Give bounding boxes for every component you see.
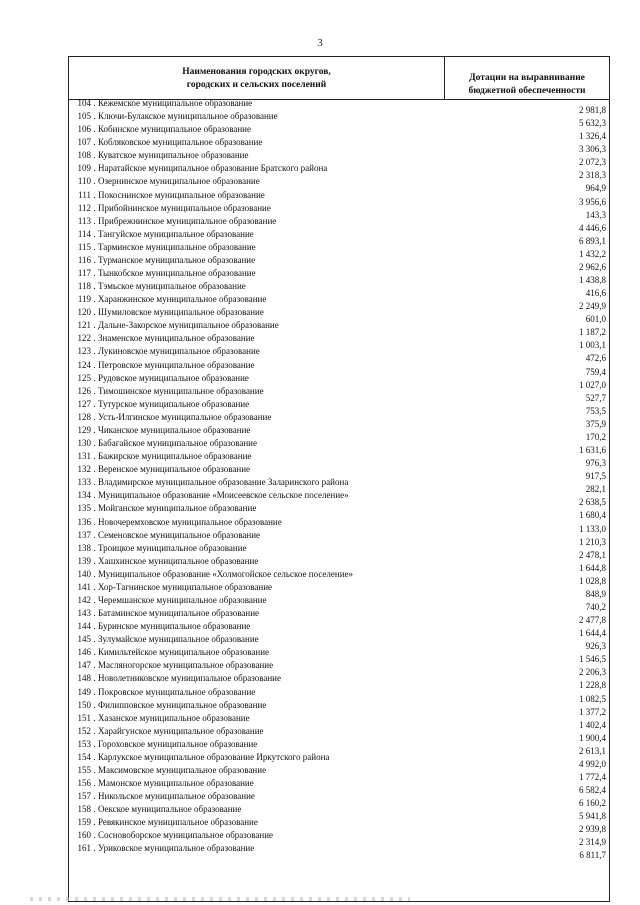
row-number: 107 [77,137,91,148]
row-number: 159 [77,817,91,828]
row-number: 131 [77,451,91,462]
row-number-dot: . [93,98,96,108]
row-label [69,556,258,566]
row-number: 145 [77,634,91,645]
row-label [69,137,262,147]
row-number: 150 [77,699,91,710]
row-number: 156 [77,778,91,789]
row-number: 109 [77,163,91,174]
row-number: 133 [77,477,91,488]
row-number-dot: . [93,791,96,802]
row-number-dot: . [93,608,96,619]
row-label [69,150,248,160]
subsidy-amount: 1 546,5 [579,654,606,665]
row-number-dot: . [93,294,96,305]
row-number-dot: . [93,581,96,592]
subsidy-amount: 2 981,8 [579,105,606,115]
municipality-name: Хазанское муниципальное образование [98,712,250,723]
subsidy-amount: 1 326,4 [579,131,606,142]
subsidy-amount: 6 582,4 [579,785,606,796]
municipality-name: Мойганское муниципальное образование [98,503,257,514]
row-label [69,543,247,553]
row-label [69,451,251,461]
row-number-dot: . [93,215,96,226]
row-label [69,346,260,356]
row-number-dot: . [93,673,96,684]
row-number: 105 [77,111,91,122]
municipality-name: Троицкое муниципальное образование [98,542,247,553]
municipality-name: Дальне-Закорское муниципальное образование [98,320,279,331]
subsidy-amount: 2 314,9 [579,837,606,848]
row-number: 106 [77,124,91,135]
row-number: 124 [77,359,91,370]
row-number-dot: . [93,686,96,697]
subsidy-amount: 527,7 [585,392,606,403]
subsidy-amount: 3 956,6 [579,196,606,207]
subsidy-amount: 1 631,6 [579,445,606,456]
municipality-name: Ревякинское муниципальное образование [98,817,258,828]
row-number-dot: . [93,725,96,736]
row-number: 130 [77,438,91,449]
subsidy-amount: 2 318,3 [579,170,606,181]
row-label [69,124,251,134]
row-number-dot: . [93,634,96,645]
row-number-dot: . [93,804,96,815]
municipality-name: Муниципальное образование «Моисеевское сельское поселение» [98,490,349,501]
subsidy-amount: 2 477,8 [579,615,606,626]
row-number-dot: . [93,438,96,449]
row-label [69,713,250,723]
row-number: 126 [77,385,91,396]
row-label [69,229,254,239]
municipality-name: Уриковское муниципальное образование [98,843,255,854]
subsidy-amount: 740,2 [585,601,606,612]
subsidy-amount: 5 632,3 [579,118,606,129]
municipality-name: Покровское муниципальное образование [98,686,256,697]
municipality-name: Тангуйское муниципальное образование [98,228,254,239]
subsidy-amount: 1 377,2 [579,706,606,717]
row-label [69,216,276,226]
row-number: 135 [77,503,91,514]
row-number-dot: . [93,346,96,357]
row-label [69,268,256,278]
row-number: 154 [77,751,91,762]
row-number-dot: . [93,660,96,671]
municipality-name: Покоснинское муниципальное образование [98,189,265,200]
subsidy-amount: 964,9 [585,183,606,194]
row-number-dot: . [93,176,96,187]
subsidy-amount: 2 613,1 [579,745,606,756]
row-number: 119 [77,294,91,305]
subsidy-amount: 4 992,0 [579,758,606,769]
row-label [69,399,249,409]
row-number: 110 [77,176,91,187]
row-number: 161 [77,843,91,854]
row-number-dot: . [93,712,96,723]
row-label [69,569,353,579]
row-label [69,700,266,710]
row-number: 117 [77,268,91,279]
row-number-dot: . [93,451,96,462]
row-number: 115 [77,241,91,252]
row-label [69,634,259,644]
row-number-dot: . [93,424,96,435]
row-label [69,190,265,200]
row-label [69,791,255,801]
row-number: 139 [77,555,91,566]
row-label [69,464,250,474]
subsidy-amount: 1 438,8 [579,275,606,286]
municipality-name: Тэмьское муниципальное образование [98,281,246,292]
subsidy-amount: 282,1 [585,484,606,495]
row-number: 153 [77,738,91,749]
row-number-dot: . [93,307,96,318]
row-label [69,333,255,343]
row-number: 123 [77,346,91,357]
subsidy-table [68,56,610,902]
row-label [69,490,349,500]
subsidy-amount: 1 432,2 [579,248,606,259]
row-label [69,647,269,657]
subsidy-amount: 759,4 [585,366,606,377]
scan-artifact [30,897,410,901]
municipality-name: Хор-Тагнинское муниципальное образование [98,581,273,592]
municipality-name: Тарминское муниципальное образование [98,241,256,252]
municipality-name: Никольское муниципальное образование [98,791,255,802]
subsidy-amount: 4 446,6 [579,222,606,233]
row-number-dot: . [93,372,96,383]
row-number-dot: . [93,320,96,331]
row-label [69,778,254,788]
row-label [69,320,279,330]
row-label [69,438,257,448]
row-label [69,817,258,827]
row-number: 144 [77,621,91,632]
municipality-name: Зулумайское муниципальное образование [98,634,259,645]
row-label [69,307,264,317]
municipality-name: Муниципальное образование «Холмогойское сельское поселение» [98,568,354,579]
row-label [69,163,327,173]
row-number: 125 [77,372,91,383]
row-label [69,242,256,252]
subsidy-amount: 2 249,9 [579,301,606,312]
subsidy-amount: 472,6 [585,353,606,364]
row-number: 141 [77,581,91,592]
subsidy-amount: 2 638,5 [579,497,606,508]
subsidy-amount: 1 003,1 [579,340,606,351]
row-number-dot: . [93,529,96,540]
row-number: 149 [77,686,91,697]
row-number: 114 [77,228,91,239]
municipality-name: Куватское муниципальное образование [98,150,249,161]
municipality-name: Карлукское муниципальное образование Иркутского района [98,751,330,762]
row-number: 138 [77,542,91,553]
row-number-dot: . [93,124,96,135]
municipality-name: Масляногорское муниципальное образование [98,660,274,671]
table-row [69,843,609,861]
subsidy-amount: 753,5 [585,405,606,416]
row-number-dot: . [93,281,96,292]
municipality-name: Харанжинское муниципальное образование [98,294,267,305]
row-number-dot: . [93,150,96,161]
page-number: 3 [317,37,323,49]
municipality-name: Оекское муниципальное образование [98,804,242,815]
row-number: 143 [77,608,91,619]
row-label [69,255,255,265]
row-number-dot: . [93,751,96,762]
row-label [69,412,271,422]
municipality-name: Петровское муниципальное образование [98,359,255,370]
row-label [69,830,273,840]
municipality-name: Знаменское муниципальное образование [98,333,255,344]
row-number: 118 [77,281,91,292]
row-number: 120 [77,307,91,318]
municipality-name: Турманское муниципальное образование [98,254,256,265]
subsidy-amount: 143,3 [585,209,606,220]
municipality-name: Гороховское муниципальное образование [98,738,258,749]
row-label [69,98,252,108]
subsidy-amount: 2 939,8 [579,824,606,835]
row-label [69,111,278,121]
row-number: 152 [77,725,91,736]
municipality-name: Филипповское муниципальное образование [98,699,267,710]
row-number-dot: . [93,163,96,174]
row-number-dot: . [93,398,96,409]
row-number-dot: . [93,254,96,265]
row-label [69,425,250,435]
row-number-dot: . [93,464,96,475]
subsidy-amount: 6 893,1 [579,235,606,246]
row-number-dot: . [93,477,96,488]
municipality-name: Прибрежнинское муниципальное образование [98,215,277,226]
subsidy-amount: 375,9 [585,418,606,429]
row-number-dot: . [93,830,96,841]
row-label [69,530,260,540]
row-label [69,477,348,487]
row-label [69,660,273,670]
municipality-name: Наратайское муниципальное образование Братского района [98,163,328,174]
subsidy-amount: 2 962,6 [579,261,606,272]
subsidy-amount: 976,3 [585,458,606,469]
row-number: 148 [77,673,91,684]
municipality-name: Чиканское муниципальное образование [98,424,251,435]
row-label [69,608,259,618]
row-number: 122 [77,333,91,344]
row-number: 113 [77,215,91,226]
municipality-name: Новочеремховское муниципальное образование [98,516,282,527]
row-number: 140 [77,568,91,579]
municipality-name: Тимошинское муниципальное образование [98,385,264,396]
subsidy-amount: 3 306,3 [579,144,606,155]
row-number-dot: . [93,621,96,632]
subsidy-amount: 6 811,7 [579,850,606,861]
row-number: 136 [77,516,91,527]
row-number-dot: . [93,111,96,122]
row-number: 158 [77,804,91,815]
row-label [69,582,272,592]
subsidy-amount: 1 772,4 [579,771,606,782]
row-number-dot: . [93,137,96,148]
row-label [69,294,266,304]
table-body [69,98,609,861]
subsidy-amount: 1 028,8 [579,575,606,586]
municipality-name: Батаминское муниципальное образование [98,608,260,619]
municipality-name: Харайгунское муниципальное образование [98,725,264,736]
subsidy-amount: 1 210,3 [579,536,606,547]
subsidy-amount: 1 228,8 [579,680,606,691]
subsidy-amount: 1 680,4 [579,510,606,521]
row-number: 104 [77,98,91,108]
row-number: 108 [77,150,91,161]
row-number: 128 [77,411,91,422]
row-number-dot: . [93,228,96,239]
municipality-name: Максимовское муниципальное образование [98,764,267,775]
municipality-name: Прибойнинское муниципальное образование [98,202,271,213]
row-number-dot: . [93,385,96,396]
municipality-name: Тутурское муниципальное образование [98,398,250,409]
municipality-name: Рудовское муниципальное образование [98,372,249,383]
subsidy-amount: 848,9 [585,588,606,599]
subsidy-amount: 1 900,4 [579,732,606,743]
municipality-name: Сосновоборское муниципальное образование [98,830,274,841]
row-number: 160 [77,830,91,841]
row-label [69,765,266,775]
row-number-dot: . [93,333,96,344]
subsidy-amount: 6 160,2 [579,798,606,809]
header-amount-column: Дотации на выравнивание бюджетной обеспеченности [468,73,586,96]
row-label [69,373,249,383]
municipality-name: Кобляковское муниципальное образование [98,137,263,148]
row-number-dot: . [93,359,96,370]
municipality-name: Кобинское муниципальное образование [98,124,251,135]
row-number: 129 [77,424,91,435]
row-label [69,621,250,631]
subsidy-amount: 1 187,2 [579,327,606,338]
row-number: 146 [77,647,91,658]
municipality-name: Бажирское муниципальное образование [98,451,252,462]
subsidy-amount: 601,0 [585,314,606,325]
row-number: 151 [77,712,91,723]
subsidy-amount: 917,5 [585,471,606,482]
row-number: 121 [77,320,91,331]
municipality-name: Семеновское муниципальное образование [98,529,261,540]
row-number-dot: . [93,516,96,527]
row-label [69,360,254,370]
municipality-name: Черемшанское муниципальное образование [98,594,267,605]
row-label [69,503,256,513]
row-number-dot: . [93,843,96,854]
municipality-name: Усть-Илгинское муниципальное образование [98,411,272,422]
subsidy-amount: 2 072,3 [579,157,606,168]
row-number-dot: . [93,555,96,566]
municipality-name: Ключи-Булакское муниципальное образование [98,111,278,122]
row-number: 132 [77,464,91,475]
header-name-column: Наименования городских округов, городских и сельских поселений [182,67,331,90]
row-label [69,804,241,814]
municipality-name: Кежемское муниципальное образование [98,98,253,108]
row-label [69,739,257,749]
subsidy-amount: 1 644,8 [579,562,606,573]
row-label [69,281,246,291]
municipality-name: Буринское муниципальное образование [98,621,251,632]
row-number: 137 [77,529,91,540]
municipality-name: Лукиновское муниципальное образование [98,346,260,357]
row-number-dot: . [93,202,96,213]
row-number-dot: . [93,189,96,200]
municipality-name: Хашхинское муниципальное образование [98,555,259,566]
row-number-dot: . [93,568,96,579]
row-number: 147 [77,660,91,671]
row-number-dot: . [93,268,96,279]
row-label [69,595,267,605]
row-label [69,843,254,853]
table-header [69,57,609,100]
row-number-dot: . [93,778,96,789]
row-number: 116 [77,254,91,265]
row-number: 127 [77,398,91,409]
row-label [69,176,260,186]
municipality-name: Кимильтейское муниципальное образование [98,647,270,658]
row-number: 142 [77,594,91,605]
subsidy-amount: 1 133,0 [579,523,606,534]
subsidy-amount: 1 082,5 [579,693,606,704]
municipality-name: Бабагайское муниципальное образование [98,438,257,449]
row-number-dot: . [93,699,96,710]
header-divider [444,57,445,99]
row-number: 112 [77,202,91,213]
subsidy-amount: 416,6 [585,288,606,299]
subsidy-amount: 2 478,1 [579,549,606,560]
row-label [69,726,264,736]
row-number: 134 [77,490,91,501]
row-label [69,752,329,762]
row-number: 157 [77,791,91,802]
row-label [69,517,282,527]
municipality-name: Веренское муниципальное образование [98,464,251,475]
row-label [69,203,271,213]
row-number: 111 [78,189,91,200]
row-number-dot: . [93,817,96,828]
row-number-dot: . [93,647,96,658]
subsidy-amount: 170,2 [585,431,606,442]
row-number-dot: . [93,594,96,605]
row-number-dot: . [93,241,96,252]
municipality-name: Владимирское муниципальное образование Заларинского района [98,477,349,488]
subsidy-amount: 1 402,4 [579,719,606,730]
municipality-name: Шумиловское муниципальное образование [98,307,264,318]
row-number-dot: . [93,503,96,514]
municipality-name: Озернинское муниципальное образование [98,176,260,187]
subsidy-amount: 2 206,3 [579,667,606,678]
subsidy-amount: 5 941,8 [579,811,606,822]
row-number-dot: . [93,738,96,749]
row-number-dot: . [93,764,96,775]
row-number-dot: . [93,542,96,553]
row-number: 155 [77,764,91,775]
subsidy-amount: 1 027,0 [579,379,606,390]
row-label [69,386,264,396]
row-number-dot: . [93,411,96,422]
subsidy-amount: 1 644,4 [579,628,606,639]
municipality-name: Тынкобское муниципальное образование [98,268,256,279]
row-number-dot: . [93,490,96,501]
row-label [69,673,281,683]
municipality-name: Новолетниковское муниципальное образование [98,673,281,684]
municipality-name: Мамонское муниципальное образование [98,778,254,789]
row-label [69,687,255,697]
subsidy-amount: 926,3 [585,641,606,652]
